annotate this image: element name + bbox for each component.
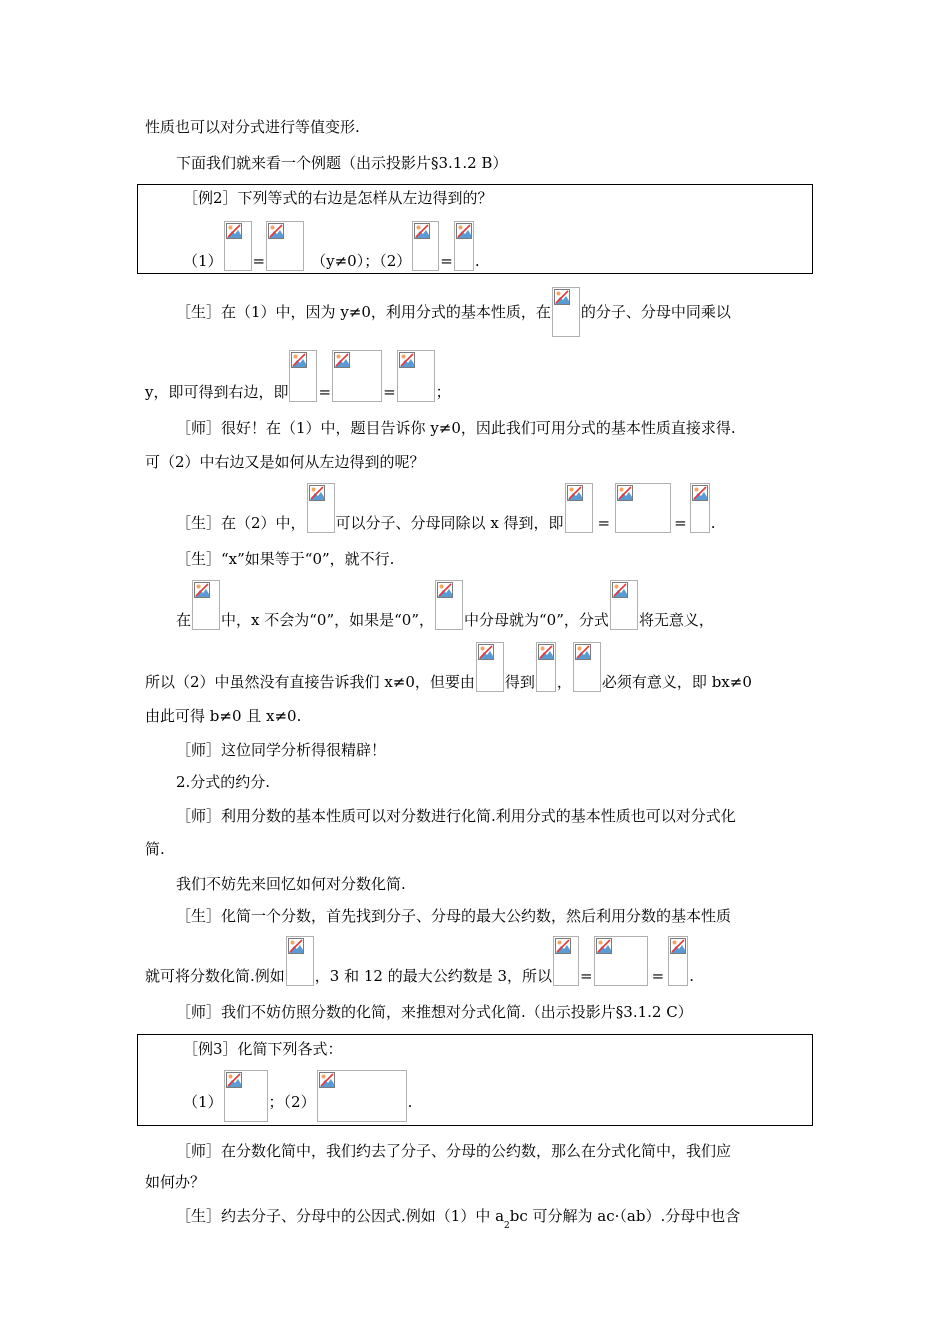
text: （y≠0）；（2） [311, 252, 412, 270]
formula-image [552, 287, 580, 337]
broken-image-icon [478, 644, 494, 660]
formula-image [307, 483, 335, 533]
broken-image-icon [456, 223, 472, 239]
text: 就可将分数化简.例如 [145, 967, 285, 985]
text: = [318, 383, 332, 401]
broken-image-icon [567, 485, 583, 501]
formula-image [317, 1070, 407, 1122]
broken-image-icon [226, 223, 242, 239]
text: . [689, 967, 694, 985]
text: 中分母就为“0”，分式 [464, 611, 609, 629]
formula-image [192, 580, 220, 630]
text: ［师］这位同学分析得很精辟！ [176, 741, 387, 759]
broken-image-icon [319, 1072, 335, 1088]
text: 得到 [504, 673, 535, 691]
paragraph [176, 1141, 807, 1161]
broken-image-icon [692, 485, 708, 501]
formula-image [610, 580, 638, 630]
formula-image [476, 642, 504, 692]
broken-image-icon [309, 485, 325, 501]
paragraph [176, 580, 807, 630]
formula-image [594, 936, 648, 986]
broken-image-icon [291, 352, 307, 368]
paragraph [145, 839, 807, 859]
text: （1） [183, 252, 223, 270]
text: ［生］化简一个分数，首先找到分子、分母的最大公约数，然后利用分数的基本性质 [176, 907, 732, 925]
text: 在 [176, 611, 192, 629]
paragraph [176, 806, 807, 826]
text: 将无意义， [638, 611, 714, 629]
paragraph [176, 1002, 807, 1022]
formula-image [454, 221, 474, 271]
broken-image-icon [596, 938, 612, 954]
text: ［生］在（2）中， [176, 514, 306, 532]
text: y，即可得到右边，即 [145, 383, 289, 401]
paragraph [176, 153, 807, 173]
paragraph [145, 642, 807, 692]
text: ，3 和 12 的最大公约数是 3，所以 [314, 967, 553, 985]
text: ［生］在（1）中，因为 y≠0，利用分式的基本性质，在 [176, 303, 551, 321]
text: bc 可分解为 ac·（ab）.分母中也含 [509, 1207, 741, 1225]
text: = [674, 514, 687, 532]
formula-image [224, 1070, 268, 1122]
text: ［师］我们不妨仿照分数的化简，来推想对分式化简.（出示投影片§3.1.2 C） [176, 1003, 693, 1021]
text: 下面我们就来看一个例题（出示投影片§3.1.2 B） [176, 154, 508, 172]
broken-image-icon [670, 938, 686, 954]
paragraph [145, 117, 807, 137]
broken-image-icon [612, 582, 628, 598]
broken-image-icon [414, 223, 430, 239]
text: 可（2）中右边又是如何从左边得到的呢？ [145, 453, 425, 471]
text: ［例3］化简下列各式： [183, 1040, 343, 1058]
text: = [252, 252, 266, 270]
text: 可以分子、分母同除以 x 得到，即 [335, 514, 564, 532]
paragraph [176, 906, 807, 926]
text: 简. [145, 840, 165, 858]
paragraph [145, 452, 807, 472]
paragraph [176, 287, 807, 337]
formula-image [266, 221, 304, 271]
formula-image [668, 936, 688, 986]
text: . [407, 1093, 413, 1111]
text: = [580, 967, 593, 985]
formula-image [332, 350, 382, 402]
text: 我们不妨先来回忆如何对分数化简. [176, 875, 406, 893]
formula-image [615, 483, 671, 533]
text: 所以（2）中虽然没有直接告诉我们 x≠0，但要由 [145, 673, 475, 691]
broken-image-icon [575, 644, 591, 660]
text: 中，x 不会为“0”，如果是“0”， [221, 611, 435, 629]
text: ； [435, 383, 451, 401]
example-3-title [183, 1039, 814, 1059]
formula-image [286, 936, 314, 986]
broken-image-icon [554, 289, 570, 305]
text: ［生］“x”如果等于“0”，就不行. [176, 550, 395, 568]
text: 由此可得 b≠0 且 x≠0. [145, 707, 302, 725]
paragraph [145, 936, 807, 986]
broken-image-icon [194, 582, 210, 598]
paragraph [176, 483, 807, 533]
text: . [474, 252, 480, 270]
text: = [597, 514, 611, 532]
text: ［师］很好！在（1）中，题目告诉你 y≠0，因此我们可用分式的基本性质直接求得. [176, 419, 736, 437]
broken-image-icon [226, 1072, 242, 1088]
broken-image-icon [437, 582, 453, 598]
formula-image [573, 642, 601, 692]
text: ［师］利用分数的基本性质可以对分数进行化简.利用分式的基本性质也可以对分式化 [176, 807, 736, 825]
paragraph [176, 418, 807, 438]
text: ［师］在分数化简中，我们约去了分子、分母的公约数，那么在分式化简中，我们应 [176, 1142, 732, 1160]
text: = [651, 967, 665, 985]
broken-image-icon [268, 223, 284, 239]
paragraph [145, 350, 807, 402]
text: = [440, 252, 453, 270]
broken-image-icon [334, 352, 350, 368]
text: ［生］约去分子、分母中的公因式.例如（1）中 a [176, 1207, 505, 1225]
broken-image-icon [555, 938, 571, 954]
text: 2.分式的约分. [176, 773, 271, 791]
broken-image-icon [399, 352, 415, 368]
formula-image [289, 350, 317, 402]
paragraph [176, 549, 807, 569]
text: 的分子、分母中同乘以 [580, 303, 731, 321]
formula-image [412, 221, 439, 271]
example-2-title [183, 188, 814, 208]
text: （1） [183, 1093, 223, 1111]
formula-image [553, 936, 579, 986]
text: 必须有意义，即 bx≠0 [601, 673, 752, 691]
paragraph [176, 874, 807, 894]
formula-image [565, 483, 593, 533]
text: 如何办？ [145, 1173, 206, 1191]
paragraph [176, 740, 807, 760]
broken-image-icon [617, 485, 633, 501]
example-2-equations [183, 221, 814, 271]
text: 性质也可以对分式进行等值变形. [145, 118, 360, 136]
text: = [383, 383, 396, 401]
text: ， [556, 673, 572, 691]
broken-image-icon [288, 938, 304, 954]
paragraph: ［生］约去分子、分母中的公因式.例如（1）中 a 2 bc 可分解为 ac·（ab）.分母中也含 [176, 1207, 741, 1231]
text: ［例2］下列等式的右边是怎样从左边得到的？ [183, 189, 493, 207]
paragraph [145, 706, 807, 726]
section-heading [176, 772, 807, 792]
example-3-equations [183, 1070, 814, 1122]
text: ；（2） [268, 1093, 316, 1111]
formula-image [397, 350, 435, 402]
formula-image [536, 642, 556, 692]
formula-image [224, 221, 252, 271]
formula-image [435, 580, 463, 630]
text: . [710, 514, 716, 532]
paragraph [145, 1172, 807, 1192]
broken-image-icon [538, 644, 554, 660]
formula-image [690, 483, 710, 533]
